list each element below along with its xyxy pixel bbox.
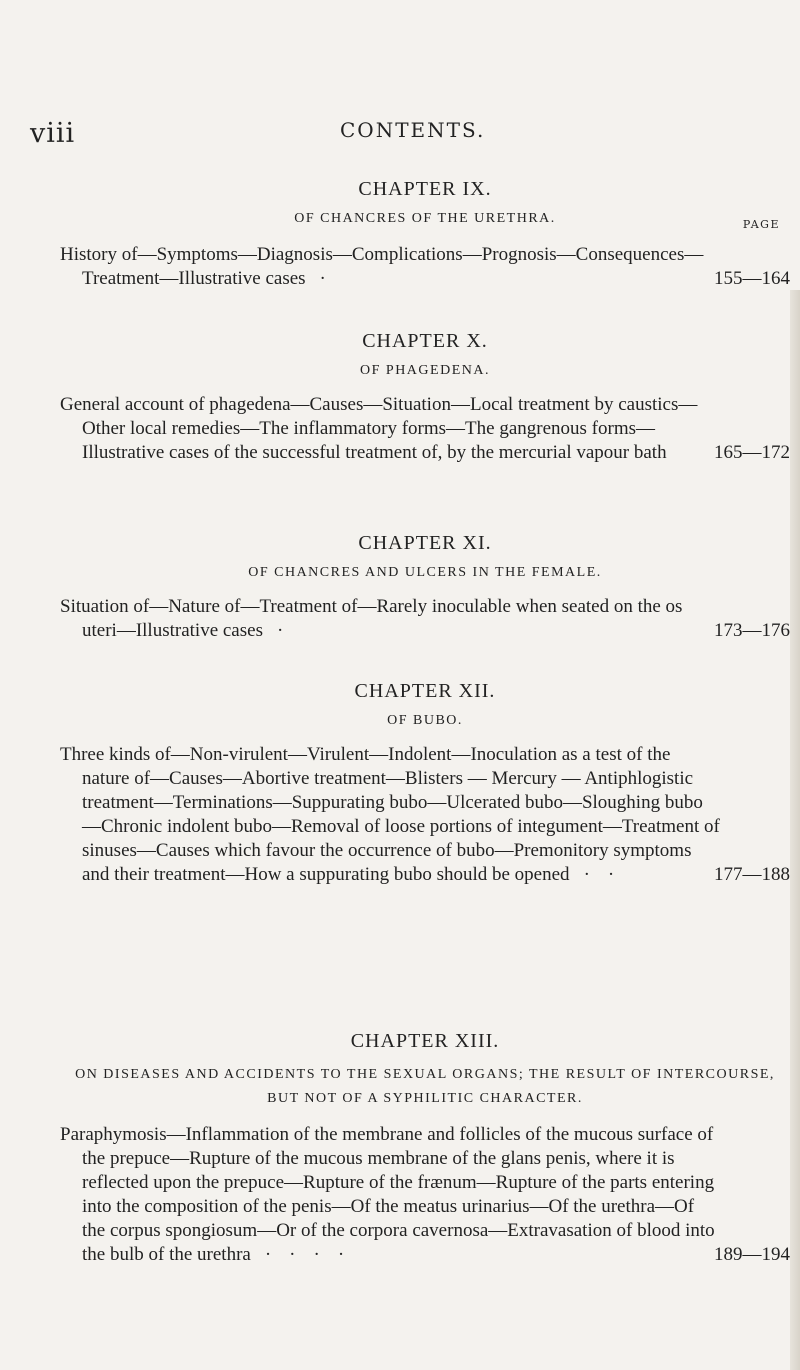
chapter-subtitle: OF CHANCRES OF THE URETHRA. [294,211,556,226]
chapter-contents [60,393,790,465]
running-title: CONTENTS. [340,118,486,142]
chapter-xi [60,532,790,643]
page-number: viii [30,118,76,149]
chapter-ix [60,178,790,291]
chapter-title: CHAPTER XII. [354,680,496,702]
chapter-title: CHAPTER X. [362,330,488,352]
chapter-title: CHAPTER XI. [358,532,492,554]
chapter-contents: Situation of—Nature of—Treatment of—Rarely inoculable when seated on the os uteri—Illustrative cases · 173—176 [60,596,790,641]
page-range: 155—164 [714,268,790,289]
chapter-xiii [60,1030,790,1267]
page-edge [790,290,800,1370]
page-header [0,118,800,158]
chapter-subtitle: ON DISEASES AND ACCIDENTS TO THE SEXUAL ORGANS; THE RESULT OF INTERCOURSE, BUT NOT OF A SYPHILITIC CHARACTER. [75,1067,775,1106]
chapter-subtitle: OF PHAGEDENA. [360,363,490,378]
chapter-x [60,330,790,465]
chapter-summary: Situation of—Nature of—Treatment of—Rarely inoculable when seated on the os uteri—Illustrative cases [60,596,683,641]
chapter-contents: Three kinds of—Non-virulent—Virulent—Indolent—Inoculation as a test of the nature of—Causes—Abortive treatment—Blisters — Mercury — Antiphlogistic treatment—Terminations—Suppurating bubo—Ulcerated bubo—Sloughing bubo—Chronic indolent bubo—Removal of loose portions of integument—Treatment of sinuses—Causes which favour the occurrence of bubo—Premonitory symptoms and their treatment—How a suppurating bubo should be opened ·· 177—188 [60,744,790,885]
page-range: 165—172 [714,442,790,463]
chapter-summary: Paraphymosis—Inflammation of the membrane and follicles of the mucous surface of the prepuce—Rupture of the mucous membrane of the glans penis, where it is reflected upon the prepuce—Rupture of the frænum—Rupture of the parts entering into the composition of the penis—Of the meatus urinarius—Of the urethra—Of the corpus spongiosum—Or of the corpora cavernosa—Extravasation of blood into the bulb of the urethra [60,1124,715,1265]
chapter-summary: Three kinds of—Non-virulent—Virulent—Indolent—Inoculation as a test of the nature of—Causes—Abortive treatment—Blisters — Mercury — Antiphlogistic treatment—Terminations—Suppurating bubo—Ulcerated bubo—Sloughing bubo—Chronic indolent bubo—Removal of loose portions of integument—Treatment of sinuses—Causes which favour the occurrence of bubo—Premonitory symptoms and their treatment—How a suppurating bubo should be opened [60,744,720,885]
page-range: 189—194 [714,1244,790,1265]
chapter-contents: Paraphymosis—Inflammation of the membrane and follicles of the mucous surface of the prepuce—Rupture of the mucous membrane of the glans penis, where it is reflected upon the prepuce—Rupture of the frænum—Rupture of the parts entering into the composition of the penis—Of the meatus urinarius—Of the urethra—Of the corpus spongiosum—Or of the corpora cavernosa—Extravasation of blood into the bulb of the urethra ···· 189—194 [60,1124,790,1265]
page-range: 177—188 [714,864,790,885]
chapter-subtitle: OF CHANCRES AND ULCERS IN THE FEMALE. [248,565,602,580]
chapter-summary: General account of phagedena—Causes—Situation—Local treatment by caustics—Other local remedies—The inflammatory forms—The gangrenous forms—Illustrative cases of the successful treatment of, by the mercurial vapour bath [60,394,698,463]
page-range: 173—176 [714,620,790,641]
chapter-title: CHAPTER IX. [358,178,492,200]
chapter-subtitle: OF BUBO. [387,713,463,728]
chapter-summary: History of—Symptoms—Diagnosis—Complications—Prognosis—Consequences—Treatment—Illustrative cases [60,244,704,289]
chapter-xii [60,680,790,887]
chapter-title: CHAPTER XIII. [350,1030,500,1052]
page-column-label: PAGE [742,218,780,231]
chapter-contents: History of—Symptoms—Diagnosis—Complications—Prognosis—Consequences—Treatment—Illustrative cases · 155—164 [60,244,790,289]
